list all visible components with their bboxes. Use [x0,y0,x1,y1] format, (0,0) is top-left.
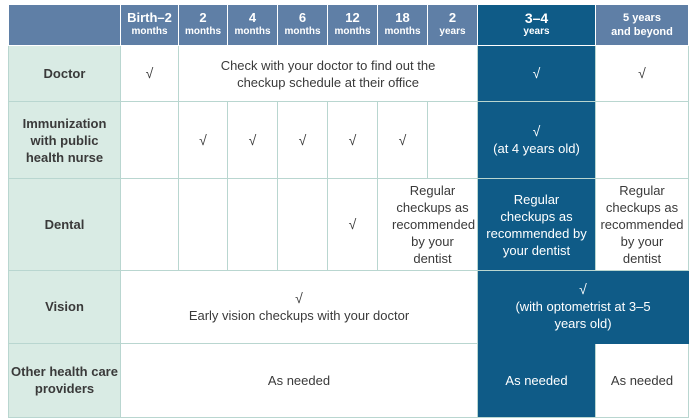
cell-dental-6m [278,178,328,270]
cell-dental-12m [328,178,378,270]
header-age-12-months [328,5,378,46]
checkmark-icon: √ [348,131,357,148]
row-label-dental: Dental [9,178,121,270]
header-age-birth-2-months [121,5,179,46]
cell-immunization-5y-plus [596,102,689,178]
cell-dental-2m [179,178,228,270]
row-other-providers [9,343,689,417]
checkup-schedule-table [8,4,689,418]
row-vision [9,271,689,343]
header-age-unit: months [184,26,222,38]
header-age-unit: months [384,26,421,38]
row-label-doctor: Doctor [9,46,121,102]
checkmark-icon: √ [145,65,154,82]
header-row [9,5,689,46]
row-doctor [9,46,689,102]
cell-other-5y-plus: As needed [596,343,689,417]
cell-doctor-merged-note: Check with your doctor to find out the checkup schedule at their office [179,46,478,102]
header-age-value: 6 [298,10,307,26]
immunization-age-note: (at 4 years old) [493,141,580,157]
cell-dental-18m-2y-note: Regular checkups as recommended by your dentist [378,178,478,270]
cell-immunization-3-4y [478,102,596,178]
header-age-unit: and beyond [611,26,673,39]
header-age-value: 5 years [623,12,661,25]
cell-vision-early [121,271,478,343]
row-immunization [9,102,689,178]
cell-doctor-birth-2m [121,46,179,102]
cell-dental-4m [228,178,278,270]
header-age-value: 3–4 [524,10,549,27]
header-corner [9,5,121,46]
cell-vision-optometrist [478,271,689,343]
cell-immunization-2m [179,102,228,178]
checkmark-icon: √ [532,65,541,82]
header-age-value: 2 [199,10,207,26]
row-label-other-providers: Other health care providers [9,343,121,417]
checkmark-icon: √ [532,123,541,140]
checkmark-icon: √ [638,65,646,82]
header-age-value: 12 [345,10,360,26]
cell-immunization-18m [378,102,428,178]
cell-doctor-3-4y [478,46,596,102]
header-age-value: Birth–2 [127,10,172,26]
header-age-unit: years [439,26,466,38]
cell-immunization-12m [328,102,378,178]
cell-dental-3-4y-note: Regular checkups as recommended by your dentist [478,178,596,270]
cell-immunization-6m [278,102,328,178]
header-age-value: 4 [248,10,257,26]
cell-immunization-2y [428,102,478,178]
checkmark-icon: √ [295,289,303,306]
cell-dental-5y-plus-note: Regular checkups as recommended by your dentist [596,178,689,270]
cell-dental-birth-2m [121,178,179,270]
vision-early-note: Early vision checkups with your doctor [188,307,410,323]
header-age-18-months [378,5,428,46]
header-age-3-4-years [478,5,596,46]
cell-doctor-5y-plus [596,46,689,102]
header-age-5-years-beyond [596,5,689,46]
header-age-unit: years [523,26,550,38]
header-age-4-months [228,5,278,46]
checkmark-icon: √ [298,131,307,148]
header-age-value: 2 [448,10,457,26]
header-age-unit: months [131,26,168,38]
checkmark-icon: √ [199,131,207,148]
header-age-unit: months [234,26,271,38]
header-age-2-months [179,5,228,46]
header-age-value: 18 [395,10,410,26]
cell-immunization-birth-2m [121,102,179,178]
cell-immunization-4m [228,102,278,178]
header-age-unit: months [284,26,321,38]
row-label-immunization: Immunization with public health nurse [9,102,121,178]
checkmark-icon: √ [579,281,587,298]
cell-other-early: As needed [121,343,478,417]
checkmark-icon: √ [348,216,357,233]
header-age-6-months [278,5,328,46]
row-label-vision: Vision [9,271,121,343]
cell-other-3-4y: As needed [478,343,596,417]
row-dental [9,178,689,270]
checkmark-icon: √ [398,131,407,148]
checkmark-icon: √ [248,131,257,148]
header-age-2-years [428,5,478,46]
header-age-unit: months [334,26,371,38]
vision-optometrist-note: (with optometrist at 3–5 years old) [515,299,651,332]
